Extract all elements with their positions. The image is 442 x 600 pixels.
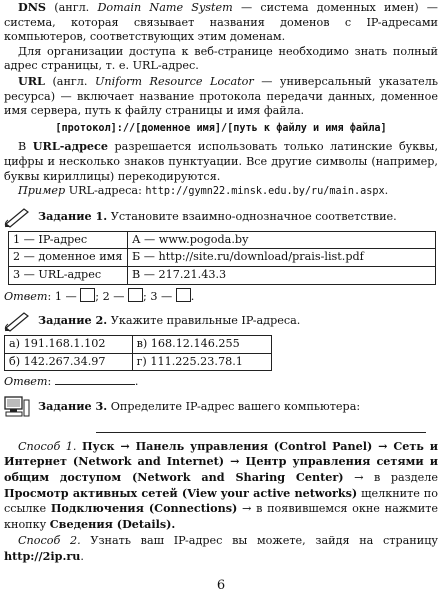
- pencil-icon: [4, 206, 30, 228]
- dns-term: DNS: [18, 0, 47, 14]
- url-term: URL: [18, 73, 45, 88]
- table-row: [9, 266, 436, 284]
- table-cell: 3 — URL-адрес: [9, 266, 128, 284]
- answer-box-1[interactable]: [80, 288, 95, 302]
- url-template: [протокол]://[доменное имя]/[путь к файлу и имя файла]: [55, 122, 387, 134]
- task3-title: Задание 3.: [38, 399, 108, 414]
- table-row: [5, 336, 272, 354]
- task1-answer: Ответ: 1 — ; 2 — ; 3 — .: [4, 289, 195, 303]
- answer-box-3[interactable]: [176, 288, 191, 302]
- url-example: Пример URL-адреса: http://gymn22.minsk.edu.by/ru/main.aspx.: [18, 184, 389, 198]
- method-2: Способ 2. Узнать ваш IP-адрес вы можете, зайдя на страницу http://2ip.ru.: [4, 534, 439, 564]
- task3-text: Определите IP-адрес вашего компьютера:: [107, 400, 361, 414]
- table-row: [9, 231, 436, 249]
- dns-english: Domain Name System: [97, 1, 233, 14]
- task3-header: [4, 396, 438, 418]
- computer-icon: [4, 396, 30, 418]
- task1-header: [4, 206, 438, 228]
- dns-definition: DNS (англ. Domain Name System — система доменных имен) — система, которая связывает названия доменов с IP-адресами компьютеров, соответствующих этим доменам.: [4, 0, 438, 44]
- url-definition: URL (англ. Uniform Resource Locator — универсальный указатель ресурса) — включает название протокола передачи данных, доменное имя сервера, путь к файлу страницы и имя файла.: [4, 73, 438, 118]
- table-cell: б) 142.267.34.97: [5, 353, 133, 371]
- method-2-label: Способ 2.: [18, 534, 81, 548]
- answer-label: Ответ: [4, 375, 48, 389]
- task1-text: Установите взаимно-однозначное соответствие.: [107, 209, 397, 223]
- table-row: [5, 353, 272, 371]
- table-cell: в) 168.12.146.255: [132, 336, 271, 354]
- table-row: [9, 249, 436, 267]
- task1-title: Задание 1.: [38, 208, 108, 223]
- table-cell: Б — http://site.ru/download/prais-list.pdf: [128, 249, 436, 267]
- ip-site-link[interactable]: http://2ip.ru: [4, 549, 81, 564]
- answer-box-2[interactable]: [128, 288, 143, 302]
- table-cell: 1 — IP-адрес: [9, 231, 128, 249]
- method-1: Способ 1. Пуск → Панель управления (Control Panel) → Сеть и Интернет (Network and Internet) → Центр управления сетями и общим доступом (Network and Sharing Center) → в разделе Просмотр активных сетей (View your active networks) щелкните по ссылке Подключения (Connections) → в появившемся окне нажмите кнопку Сведения (Details).: [4, 438, 439, 531]
- access-paragraph: Для организации доступа к веб-странице необходимо знать полный адрес страницы, т. е. URL-адрес.: [4, 44, 438, 73]
- task1-table: [8, 231, 436, 285]
- method-1-label: Способ 1.: [18, 439, 77, 453]
- answer-label: Ответ: [4, 289, 48, 303]
- table-cell: А — www.pogoda.by: [128, 231, 436, 249]
- page-number: 6: [216, 578, 226, 594]
- table-cell: В — 217.21.43.3: [128, 266, 436, 284]
- table-cell: 2 — доменное имя: [9, 249, 128, 267]
- pencil-icon: [4, 310, 30, 332]
- answer-blank[interactable]: [55, 374, 135, 385]
- example-url: http://gymn22.minsk.edu.by/ru/main.aspx: [145, 186, 385, 198]
- url-address-term: URL-адресе: [32, 139, 108, 154]
- task2-table: [4, 335, 272, 371]
- example-label: Пример: [18, 184, 66, 198]
- task2-header: [4, 310, 438, 332]
- table-cell: г) 111.225.23.78.1: [132, 353, 271, 371]
- ip-answer-line[interactable]: [96, 420, 426, 433]
- url-rules: В URL-адресе разрешается использовать только латинские буквы, цифры и несколько знаков пунктуации. Все другие символы (например, буквы кириллицы) перекодируются.: [4, 139, 439, 183]
- task2-answer: Ответ: .: [4, 375, 139, 389]
- task2-text: Укажите правильные IP-адреса.: [107, 314, 301, 328]
- table-cell: а) 191.168.1.102: [5, 336, 133, 354]
- url-english: Uniform Resource Locator: [94, 74, 254, 88]
- task2-title: Задание 2.: [38, 313, 108, 328]
